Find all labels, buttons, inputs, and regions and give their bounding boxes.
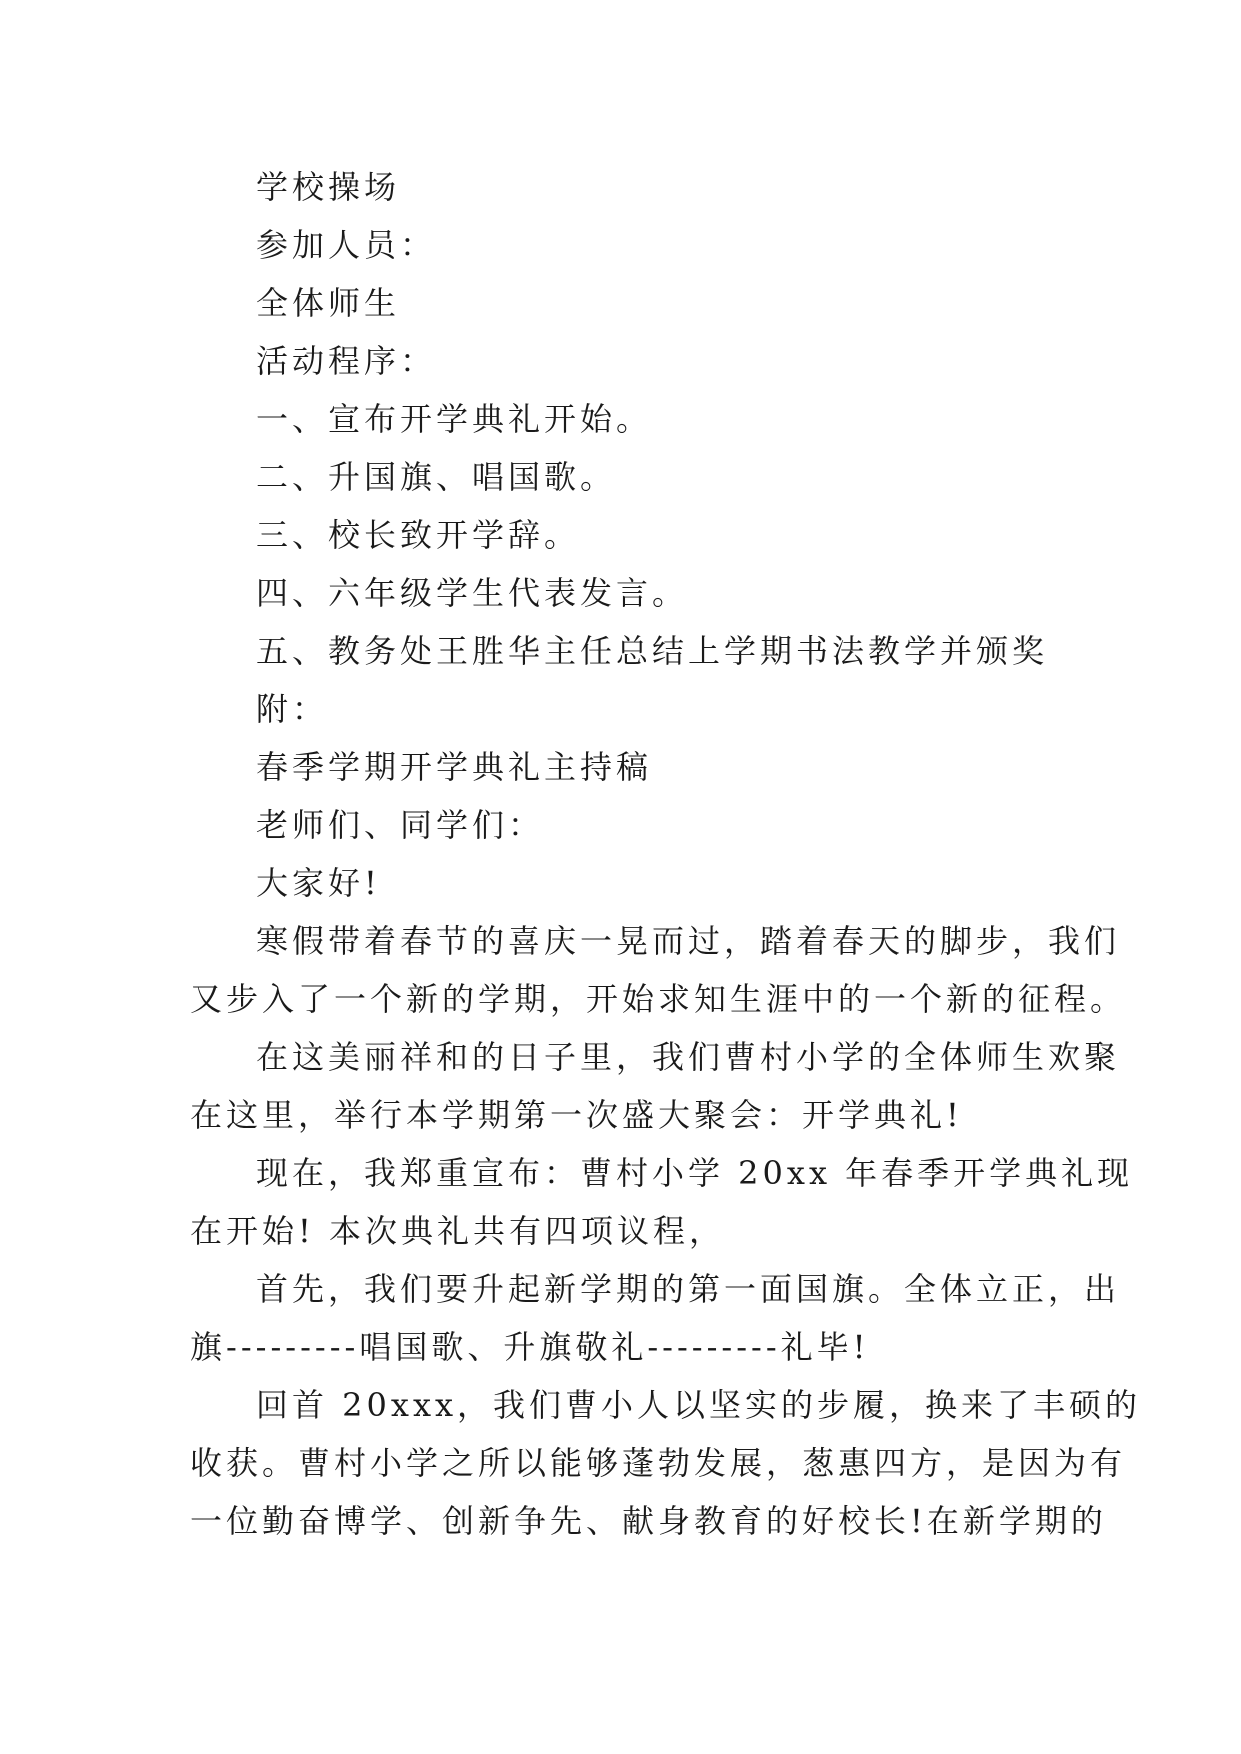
text-line: 在这美丽祥和的日子里，我们曹村小学的全体师生欢聚	[256, 1038, 1121, 1076]
text-line: 五、教务处王胜华主任总结上学期书法教学并颁奖	[256, 632, 1049, 670]
text-line: 又步入了一个新的学期，开始求知生涯中的一个新的征程。	[190, 980, 1127, 1018]
text-line: 参加人员：	[256, 226, 437, 264]
text-line: 四、六年级学生代表发言。	[256, 574, 689, 612]
text-line: 首先，我们要升起新学期的第一面国旗。全体立正，出	[256, 1270, 1121, 1308]
text-line: 一、宣布开学典礼开始。	[256, 400, 653, 438]
text-line: 回首 20xxx，我们曹小人以坚实的步履，换来了丰硕的	[256, 1386, 1142, 1424]
text-line: 旗---------唱国歌、升旗敬礼---------礼毕!	[190, 1328, 870, 1366]
text-line: 大家好!	[256, 864, 381, 902]
text-line: 在开始! 本次典礼共有四项议程，	[190, 1212, 726, 1250]
text-line: 寒假带着春节的喜庆一晃而过，踏着春天的脚步，我们	[256, 922, 1121, 960]
text-line: 全体师生	[256, 284, 401, 322]
text-line: 收获。曹村小学之所以能够蓬勃发展，葱惠四方，是因为有	[190, 1444, 1127, 1482]
text-line: 老师们、同学们：	[256, 806, 545, 844]
text-line: 活动程序：	[256, 342, 437, 380]
text-line: 现在，我郑重宣布：曹村小学 20xx 年春季开学典礼现	[256, 1154, 1134, 1192]
text-line: 三、校长致开学辞。	[256, 516, 581, 554]
text-line: 附：	[256, 690, 329, 728]
text-line: 在这里，举行本学期第一次盛大聚会：开学典礼!	[190, 1096, 963, 1134]
document-body	[190, 158, 1142, 1550]
text-line: 学校操场	[256, 168, 401, 206]
text-line: 二、升国旗、唱国歌。	[256, 458, 617, 496]
text-line: 春季学期开学典礼主持稿	[256, 748, 653, 786]
text-line: 一位勤奋博学、创新争先、献身教育的好校长!在新学期的	[190, 1502, 1107, 1540]
